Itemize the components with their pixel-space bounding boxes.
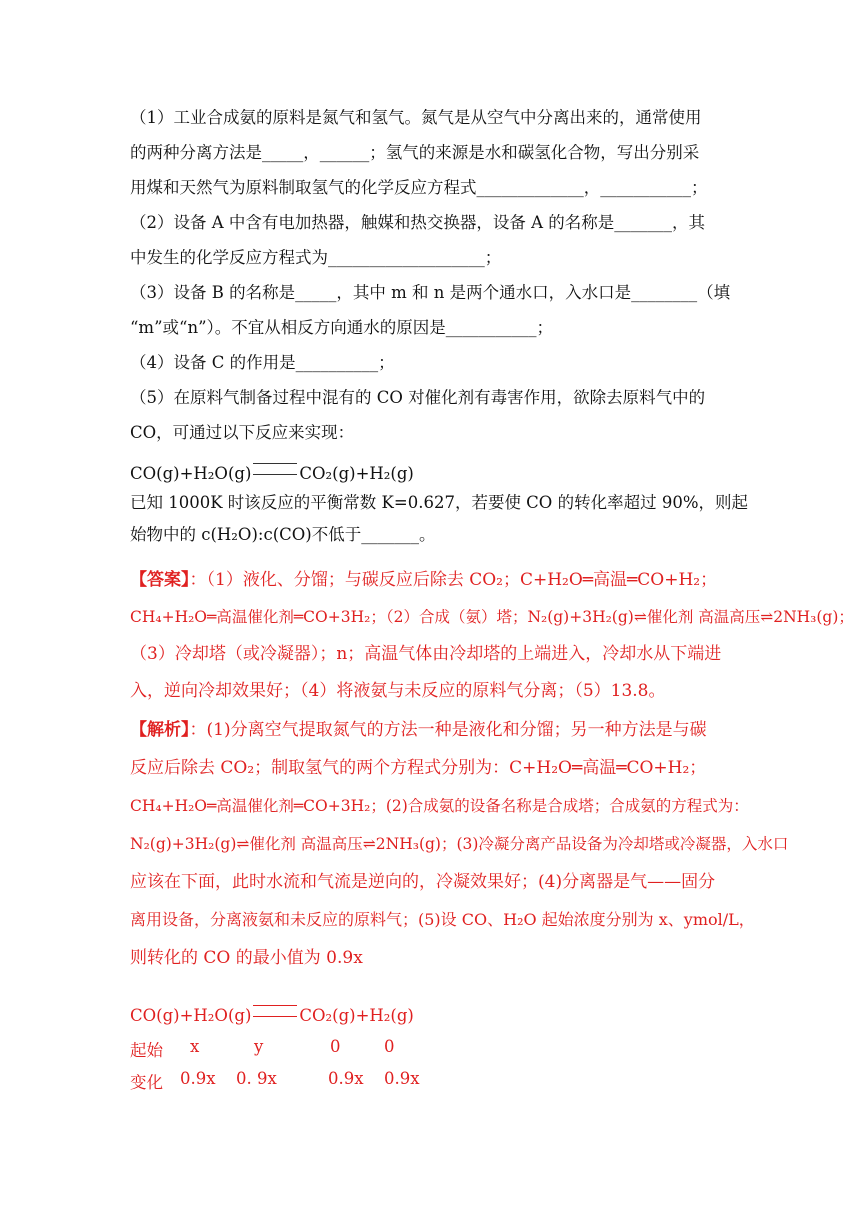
- table-cell: 0. 9x: [236, 1069, 277, 1088]
- equation-right: CO₂(g)+H₂(g): [299, 1006, 414, 1025]
- answer-line: CH₄+H₂O═高温催化剂═CO+3H₂；（2）合成（氨）塔；N₂(g)+3H₂(g)⇌催化剂 高温高压⇌2NH₃(g)；: [130, 608, 854, 626]
- table-cell: 0: [330, 1037, 341, 1056]
- condition-line: 始物中的 c(H₂O):c(CO)不低于_______。: [130, 525, 436, 544]
- question-line: （3）设备 B 的名称是_____，其中 m 和 n 是两个通水口，入水口是________（填: [130, 283, 731, 302]
- analysis-line: 离用设备，分离液氨和未反应的原料气；(5)设 CO、H₂O 起始浓度分别为 x、ymol/L，: [130, 910, 755, 929]
- reversible-arrow-icon: [253, 1005, 297, 1017]
- analysis-line: 则转化的 CO 的最小值为 0.9x: [130, 948, 363, 968]
- question-block: [130, 100, 730, 450]
- analysis-line: CH₄+H₂O═高温催化剂═CO+3H₂；(2)合成氨的设备名称是合成塔；合成氨的方程式为：: [130, 797, 749, 815]
- analysis-line: 【解析】：(1)分离空气提取氮气的方法一种是液化和分馏；另一种方法是与碳: [130, 720, 707, 740]
- reversible-arrow-icon: [253, 463, 297, 475]
- answer-line: 入，逆向冷却效果好；（4）将液氨与未反应的原料气分离；（5）13.8。: [130, 681, 666, 701]
- equation-left: CO(g)+H₂O(g): [130, 1006, 252, 1025]
- question-line: 用煤和天然气为原料制取氢气的化学反应方程式_____________，___________；: [130, 178, 708, 197]
- analysis-line: 应该在下面，此时水流和气流是逆向的，冷凝效果好；(4)分离器是气——固分: [130, 872, 716, 892]
- table-cell: 变化: [130, 1073, 163, 1092]
- table-cell: 0.9x: [328, 1069, 364, 1088]
- question-line: （5）在原料气制备过程中混有的 CO 对催化剂有毒害作用，欲除去原料气中的: [130, 388, 706, 407]
- analysis-line: 反应后除去 CO₂；制取氢气的两个方程式分别为：C+H₂O═高温═CO+H₂；: [130, 758, 707, 778]
- analysis-line: N₂(g)+3H₂(g)⇌催化剂 高温高压⇌2NH₃(g)；(3)冷凝分离产品设备为冷却塔或冷凝器，入水口: [130, 835, 789, 853]
- answer-block: [130, 562, 854, 710]
- table-cell: y: [254, 1037, 264, 1056]
- table-cell: 0.9x: [384, 1069, 420, 1088]
- equilibrium-equation-2: [130, 1005, 414, 1025]
- equilibrium-equation: [130, 463, 414, 483]
- table-cell: x: [190, 1037, 200, 1056]
- answer-label: 【答案】: [130, 570, 190, 590]
- equation-right: CO₂(g)+H₂(g): [299, 464, 414, 483]
- question-line: （1）工业合成氨的原料是氮气和氢气。氮气是从空气中分离出来的，通常使用: [130, 108, 702, 127]
- condition-line: 已知 1000K 时该反应的平衡常数 K=0.627，若要使 CO 的转化率超过 90%，则起: [130, 493, 749, 512]
- table-cell: 起始: [130, 1041, 163, 1060]
- analysis-block: [130, 711, 789, 977]
- table-cell: 0: [384, 1037, 395, 1056]
- question-line: 中发生的化学反应方程式为___________________；: [130, 248, 502, 267]
- analysis-label: 【解析】: [130, 720, 190, 740]
- question-line: 的两种分离方法是_____，______；氢气的来源是水和碳氢化合物，写出分别采: [130, 143, 700, 162]
- question-line: CO，可通过以下反应来实现：: [130, 423, 355, 442]
- question-line: “m”或“n”）。不宜从相反方向通水的原因是___________；: [130, 318, 554, 337]
- question-line: （2）设备 A 中含有电加热器，触媒和热交换器，设备 A 的名称是_______，其: [130, 213, 706, 232]
- condition-block: [130, 487, 749, 551]
- equation-left: CO(g)+H₂O(g): [130, 464, 252, 483]
- table-cell: 0.9x: [180, 1069, 216, 1088]
- answer-line: 【答案】：（1）液化、分馏；与碳反应后除去 CO₂；C+H₂O═高温═CO+H₂；: [130, 570, 718, 590]
- question-line: （4）设备 C 的作用是__________；: [130, 353, 395, 372]
- answer-line: （3）冷却塔（或冷凝器）；n；高温气体由冷却塔的上端进入，冷却水从下端进: [130, 644, 722, 664]
